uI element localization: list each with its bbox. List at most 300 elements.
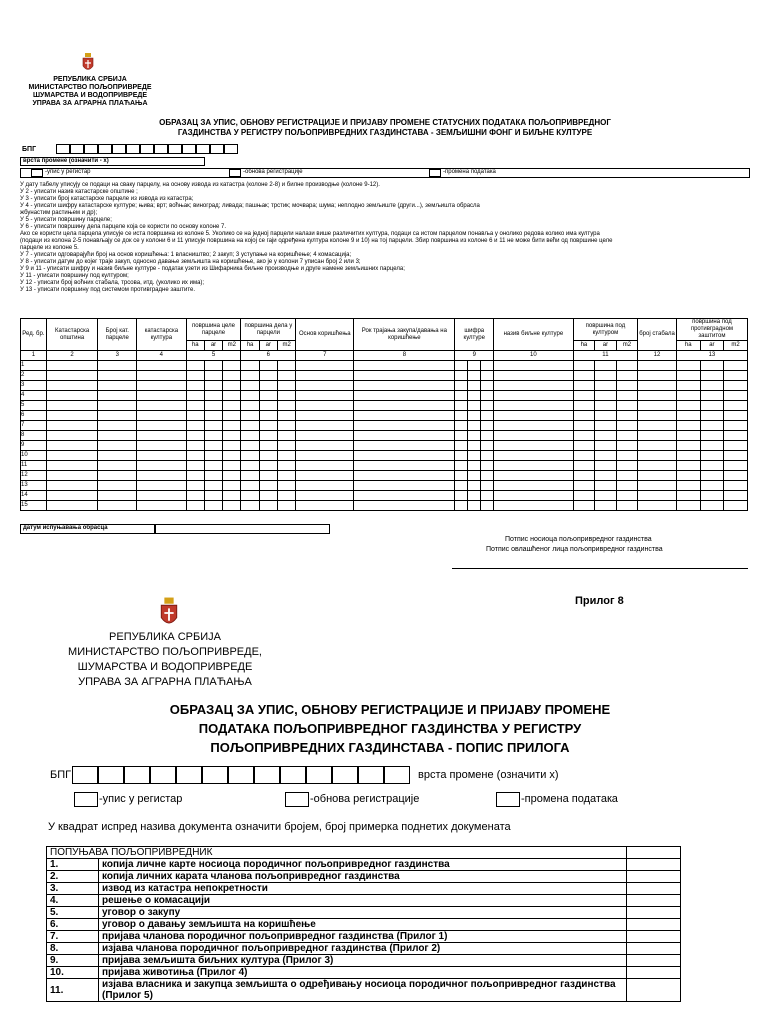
parcel-cell-input[interactable] bbox=[186, 411, 204, 421]
parcel-cell-input[interactable] bbox=[455, 391, 468, 401]
parcel-cell-input[interactable] bbox=[573, 481, 595, 491]
parcel-cell-input[interactable] bbox=[204, 361, 222, 371]
parcel-cell-input[interactable] bbox=[494, 501, 574, 511]
parcel-cell-input[interactable] bbox=[46, 441, 98, 451]
item-count-input[interactable] bbox=[627, 859, 681, 871]
parcel-cell-input[interactable] bbox=[595, 481, 617, 491]
parcel-cell-input[interactable] bbox=[616, 431, 638, 441]
parcel-cell-input[interactable] bbox=[46, 371, 98, 381]
parcel-cell-input[interactable] bbox=[259, 371, 277, 381]
parcel-cell-input[interactable] bbox=[296, 401, 354, 411]
parcel-cell-input[interactable] bbox=[638, 441, 677, 451]
parcel-cell-input[interactable] bbox=[204, 481, 222, 491]
parcel-cell-input[interactable] bbox=[494, 401, 574, 411]
parcel-cell-input[interactable] bbox=[494, 391, 574, 401]
parcel-cell-input[interactable] bbox=[277, 421, 295, 431]
change-checkbox[interactable] bbox=[429, 169, 441, 177]
parcel-cell-input[interactable] bbox=[46, 361, 98, 371]
parcel-cell-input[interactable] bbox=[223, 441, 241, 451]
parcel-cell-input[interactable] bbox=[676, 471, 700, 481]
parcel-cell-input[interactable] bbox=[46, 431, 98, 441]
parcel-cell-input[interactable] bbox=[186, 451, 204, 461]
parcel-cell-input[interactable] bbox=[468, 481, 481, 491]
parcel-cell-input[interactable] bbox=[259, 441, 277, 451]
parcel-cell-input[interactable] bbox=[98, 451, 137, 461]
parcel-cell-input[interactable] bbox=[277, 361, 295, 371]
parcel-cell-input[interactable] bbox=[98, 361, 137, 371]
parcel-cell-input[interactable] bbox=[595, 461, 617, 471]
parcel-cell-input[interactable] bbox=[468, 451, 481, 461]
parcel-cell-input[interactable] bbox=[241, 481, 259, 491]
parcel-cell-input[interactable] bbox=[137, 371, 186, 381]
parcel-cell-input[interactable] bbox=[595, 421, 617, 431]
parcel-cell-input[interactable] bbox=[186, 421, 204, 431]
parcel-cell-input[interactable] bbox=[573, 421, 595, 431]
parcel-cell-input[interactable] bbox=[98, 471, 137, 481]
parcel-cell-input[interactable] bbox=[676, 431, 700, 441]
parcel-cell-input[interactable] bbox=[241, 371, 259, 381]
parcel-cell-input[interactable] bbox=[186, 441, 204, 451]
parcel-cell-input[interactable] bbox=[98, 481, 137, 491]
parcel-cell-input[interactable] bbox=[481, 361, 494, 371]
parcel-cell-input[interactable] bbox=[724, 381, 748, 391]
parcel-cell-input[interactable] bbox=[616, 421, 638, 431]
parcel-cell-input[interactable] bbox=[676, 401, 700, 411]
parcel-cell-input[interactable] bbox=[724, 431, 748, 441]
parcel-cell-input[interactable] bbox=[638, 421, 677, 431]
parcel-cell-input[interactable] bbox=[700, 471, 724, 481]
parcel-cell-input[interactable] bbox=[98, 491, 137, 501]
parcel-cell-input[interactable] bbox=[638, 391, 677, 401]
parcel-cell-input[interactable] bbox=[259, 401, 277, 411]
parcel-cell-input[interactable] bbox=[700, 401, 724, 411]
parcel-cell-input[interactable] bbox=[700, 441, 724, 451]
parcel-cell-input[interactable] bbox=[573, 381, 595, 391]
parcel-cell-input[interactable] bbox=[595, 501, 617, 511]
parcel-cell-input[interactable] bbox=[494, 421, 574, 431]
parcel-cell-input[interactable] bbox=[296, 421, 354, 431]
parcel-cell-input[interactable] bbox=[595, 371, 617, 381]
parcel-cell-input[interactable] bbox=[204, 501, 222, 511]
change-checkbox[interactable] bbox=[496, 792, 520, 807]
parcel-cell-input[interactable] bbox=[223, 381, 241, 391]
parcel-cell-input[interactable] bbox=[724, 451, 748, 461]
parcel-cell-input[interactable] bbox=[98, 371, 137, 381]
parcel-cell-input[interactable] bbox=[638, 491, 677, 501]
parcel-cell-input[interactable] bbox=[468, 391, 481, 401]
parcel-cell-input[interactable] bbox=[638, 411, 677, 421]
parcel-cell-input[interactable] bbox=[241, 401, 259, 411]
parcel-cell-input[interactable] bbox=[700, 381, 724, 391]
parcel-cell-input[interactable] bbox=[455, 441, 468, 451]
item-count-input[interactable] bbox=[627, 907, 681, 919]
parcel-cell-input[interactable] bbox=[354, 361, 455, 371]
parcel-cell-input[interactable] bbox=[46, 461, 98, 471]
parcel-cell-input[interactable] bbox=[468, 441, 481, 451]
parcel-cell-input[interactable] bbox=[481, 401, 494, 411]
parcel-cell-input[interactable] bbox=[676, 411, 700, 421]
parcel-cell-input[interactable] bbox=[241, 411, 259, 421]
parcel-cell-input[interactable] bbox=[676, 451, 700, 461]
parcel-cell-input[interactable] bbox=[573, 451, 595, 461]
parcel-cell-input[interactable] bbox=[724, 441, 748, 451]
parcel-cell-input[interactable] bbox=[724, 371, 748, 381]
parcel-cell-input[interactable] bbox=[277, 491, 295, 501]
parcel-cell-input[interactable] bbox=[724, 491, 748, 501]
parcel-cell-input[interactable] bbox=[481, 381, 494, 391]
parcel-cell-input[interactable] bbox=[296, 391, 354, 401]
parcel-cell-input[interactable] bbox=[724, 421, 748, 431]
parcel-cell-input[interactable] bbox=[481, 431, 494, 441]
parcel-cell-input[interactable] bbox=[481, 501, 494, 511]
parcel-cell-input[interactable] bbox=[241, 501, 259, 511]
parcel-cell-input[interactable] bbox=[468, 381, 481, 391]
parcel-cell-input[interactable] bbox=[573, 501, 595, 511]
item-count-input[interactable] bbox=[627, 871, 681, 883]
parcel-cell-input[interactable] bbox=[296, 411, 354, 421]
parcel-cell-input[interactable] bbox=[481, 411, 494, 421]
item-count-input[interactable] bbox=[627, 895, 681, 907]
parcel-cell-input[interactable] bbox=[186, 391, 204, 401]
item-count-input[interactable] bbox=[627, 931, 681, 943]
parcel-cell-input[interactable] bbox=[137, 461, 186, 471]
parcel-cell-input[interactable] bbox=[223, 471, 241, 481]
parcel-cell-input[interactable] bbox=[204, 371, 222, 381]
parcel-cell-input[interactable] bbox=[616, 381, 638, 391]
parcel-cell-input[interactable] bbox=[277, 411, 295, 421]
parcel-cell-input[interactable] bbox=[277, 481, 295, 491]
parcel-cell-input[interactable] bbox=[137, 481, 186, 491]
parcel-cell-input[interactable] bbox=[494, 371, 574, 381]
parcel-cell-input[interactable] bbox=[676, 371, 700, 381]
parcel-cell-input[interactable] bbox=[186, 491, 204, 501]
parcel-cell-input[interactable] bbox=[354, 481, 455, 491]
parcel-cell-input[interactable] bbox=[494, 481, 574, 491]
parcel-cell-input[interactable] bbox=[616, 501, 638, 511]
parcel-cell-input[interactable] bbox=[204, 401, 222, 411]
parcel-cell-input[interactable] bbox=[468, 431, 481, 441]
parcel-cell-input[interactable] bbox=[186, 401, 204, 411]
parcel-cell-input[interactable] bbox=[241, 421, 259, 431]
parcel-cell-input[interactable] bbox=[296, 441, 354, 451]
parcel-cell-input[interactable] bbox=[700, 371, 724, 381]
parcel-cell-input[interactable] bbox=[354, 371, 455, 381]
parcel-cell-input[interactable] bbox=[481, 391, 494, 401]
parcel-cell-input[interactable] bbox=[137, 501, 186, 511]
parcel-cell-input[interactable] bbox=[46, 421, 98, 431]
parcel-cell-input[interactable] bbox=[455, 501, 468, 511]
parcel-cell-input[interactable] bbox=[204, 441, 222, 451]
parcel-cell-input[interactable] bbox=[724, 401, 748, 411]
item-count-input[interactable] bbox=[627, 967, 681, 979]
parcel-cell-input[interactable] bbox=[573, 391, 595, 401]
parcel-cell-input[interactable] bbox=[259, 471, 277, 481]
parcel-cell-input[interactable] bbox=[241, 361, 259, 371]
parcel-cell-input[interactable] bbox=[638, 451, 677, 461]
item-count-input[interactable] bbox=[627, 919, 681, 931]
parcel-cell-input[interactable] bbox=[241, 491, 259, 501]
parcel-cell-input[interactable] bbox=[481, 451, 494, 461]
renewal-checkbox[interactable] bbox=[285, 792, 309, 807]
parcel-cell-input[interactable] bbox=[204, 431, 222, 441]
parcel-cell-input[interactable] bbox=[354, 401, 455, 411]
parcel-cell-input[interactable] bbox=[223, 361, 241, 371]
parcel-cell-input[interactable] bbox=[137, 401, 186, 411]
parcel-cell-input[interactable] bbox=[241, 391, 259, 401]
parcel-cell-input[interactable] bbox=[223, 481, 241, 491]
parcel-cell-input[interactable] bbox=[595, 361, 617, 371]
parcel-cell-input[interactable] bbox=[46, 391, 98, 401]
parcel-cell-input[interactable] bbox=[277, 471, 295, 481]
parcel-cell-input[interactable] bbox=[494, 361, 574, 371]
parcel-cell-input[interactable] bbox=[46, 501, 98, 511]
parcel-cell-input[interactable] bbox=[354, 391, 455, 401]
parcel-cell-input[interactable] bbox=[700, 361, 724, 371]
parcel-cell-input[interactable] bbox=[204, 411, 222, 421]
parcel-cell-input[interactable] bbox=[46, 451, 98, 461]
register-checkbox[interactable] bbox=[74, 792, 98, 807]
parcel-cell-input[interactable] bbox=[595, 451, 617, 461]
parcel-cell-input[interactable] bbox=[223, 391, 241, 401]
parcel-cell-input[interactable] bbox=[46, 401, 98, 411]
parcel-cell-input[interactable] bbox=[296, 491, 354, 501]
parcel-cell-input[interactable] bbox=[296, 431, 354, 441]
parcel-cell-input[interactable] bbox=[137, 491, 186, 501]
bpg-input-boxes[interactable] bbox=[56, 144, 238, 154]
parcel-cell-input[interactable] bbox=[573, 411, 595, 421]
parcel-cell-input[interactable] bbox=[223, 371, 241, 381]
parcel-cell-input[interactable] bbox=[259, 461, 277, 471]
parcel-cell-input[interactable] bbox=[259, 481, 277, 491]
parcel-cell-input[interactable] bbox=[98, 381, 137, 391]
parcel-cell-input[interactable] bbox=[616, 401, 638, 411]
parcel-cell-input[interactable] bbox=[259, 361, 277, 371]
parcel-cell-input[interactable] bbox=[46, 471, 98, 481]
parcel-cell-input[interactable] bbox=[204, 451, 222, 461]
parcel-cell-input[interactable] bbox=[468, 401, 481, 411]
parcel-cell-input[interactable] bbox=[186, 381, 204, 391]
parcel-cell-input[interactable] bbox=[241, 461, 259, 471]
parcel-cell-input[interactable] bbox=[296, 361, 354, 371]
item-count-input[interactable] bbox=[627, 979, 681, 1002]
parcel-cell-input[interactable] bbox=[223, 401, 241, 411]
parcel-cell-input[interactable] bbox=[455, 401, 468, 411]
parcel-cell-input[interactable] bbox=[455, 411, 468, 421]
parcel-cell-input[interactable] bbox=[137, 431, 186, 441]
parcel-cell-input[interactable] bbox=[638, 481, 677, 491]
parcel-cell-input[interactable] bbox=[455, 481, 468, 491]
parcel-cell-input[interactable] bbox=[724, 481, 748, 491]
parcel-cell-input[interactable] bbox=[676, 501, 700, 511]
parcel-cell-input[interactable] bbox=[724, 471, 748, 481]
parcel-cell-input[interactable] bbox=[455, 451, 468, 461]
parcel-cell-input[interactable] bbox=[494, 461, 574, 471]
parcel-cell-input[interactable] bbox=[595, 401, 617, 411]
parcel-cell-input[interactable] bbox=[724, 361, 748, 371]
parcel-cell-input[interactable] bbox=[700, 451, 724, 461]
parcel-cell-input[interactable] bbox=[481, 491, 494, 501]
parcel-cell-input[interactable] bbox=[595, 431, 617, 441]
parcel-cell-input[interactable] bbox=[481, 421, 494, 431]
parcel-cell-input[interactable] bbox=[137, 361, 186, 371]
parcel-cell-input[interactable] bbox=[573, 371, 595, 381]
item-count-input[interactable] bbox=[627, 955, 681, 967]
parcel-cell-input[interactable] bbox=[481, 371, 494, 381]
parcel-cell-input[interactable] bbox=[700, 501, 724, 511]
signature-line[interactable] bbox=[452, 568, 748, 569]
parcel-cell-input[interactable] bbox=[638, 361, 677, 371]
parcel-cell-input[interactable] bbox=[354, 461, 455, 471]
parcel-cell-input[interactable] bbox=[595, 471, 617, 481]
parcel-cell-input[interactable] bbox=[186, 481, 204, 491]
parcel-cell-input[interactable] bbox=[277, 461, 295, 471]
parcel-cell-input[interactable] bbox=[573, 361, 595, 371]
parcel-cell-input[interactable] bbox=[223, 451, 241, 461]
parcel-cell-input[interactable] bbox=[676, 481, 700, 491]
parcel-cell-input[interactable] bbox=[676, 421, 700, 431]
parcel-cell-input[interactable] bbox=[277, 441, 295, 451]
parcel-cell-input[interactable] bbox=[494, 411, 574, 421]
parcel-cell-input[interactable] bbox=[700, 481, 724, 491]
parcel-cell-input[interactable] bbox=[638, 401, 677, 411]
parcel-cell-input[interactable] bbox=[468, 421, 481, 431]
parcel-cell-input[interactable] bbox=[481, 471, 494, 481]
parcel-cell-input[interactable] bbox=[277, 391, 295, 401]
parcel-cell-input[interactable] bbox=[259, 451, 277, 461]
parcel-cell-input[interactable] bbox=[595, 441, 617, 451]
parcel-cell-input[interactable] bbox=[204, 421, 222, 431]
parcel-cell-input[interactable] bbox=[137, 441, 186, 451]
parcel-cell-input[interactable] bbox=[573, 491, 595, 501]
parcel-cell-input[interactable] bbox=[676, 361, 700, 371]
parcel-cell-input[interactable] bbox=[296, 501, 354, 511]
parcel-cell-input[interactable] bbox=[186, 361, 204, 371]
parcel-cell-input[interactable] bbox=[137, 421, 186, 431]
parcel-cell-input[interactable] bbox=[595, 491, 617, 501]
parcel-cell-input[interactable] bbox=[204, 391, 222, 401]
parcel-cell-input[interactable] bbox=[494, 431, 574, 441]
parcel-cell-input[interactable] bbox=[137, 471, 186, 481]
parcel-cell-input[interactable] bbox=[494, 491, 574, 501]
parcel-cell-input[interactable] bbox=[724, 391, 748, 401]
parcel-cell-input[interactable] bbox=[46, 381, 98, 391]
parcel-cell-input[interactable] bbox=[137, 381, 186, 391]
parcel-cell-input[interactable] bbox=[204, 461, 222, 471]
parcel-cell-input[interactable] bbox=[573, 461, 595, 471]
parcel-cell-input[interactable] bbox=[481, 441, 494, 451]
parcel-cell-input[interactable] bbox=[481, 461, 494, 471]
parcel-cell-input[interactable] bbox=[638, 471, 677, 481]
parcel-cell-input[interactable] bbox=[98, 431, 137, 441]
parcel-cell-input[interactable] bbox=[638, 431, 677, 441]
parcel-cell-input[interactable] bbox=[616, 441, 638, 451]
parcel-cell-input[interactable] bbox=[277, 451, 295, 461]
parcel-cell-input[interactable] bbox=[494, 471, 574, 481]
parcel-cell-input[interactable] bbox=[98, 401, 137, 411]
parcel-cell-input[interactable] bbox=[98, 461, 137, 471]
parcel-cell-input[interactable] bbox=[354, 411, 455, 421]
parcel-cell-input[interactable] bbox=[700, 461, 724, 471]
parcel-cell-input[interactable] bbox=[468, 471, 481, 481]
parcel-cell-input[interactable] bbox=[98, 421, 137, 431]
parcel-cell-input[interactable] bbox=[46, 481, 98, 491]
parcel-cell-input[interactable] bbox=[700, 411, 724, 421]
parcel-cell-input[interactable] bbox=[223, 411, 241, 421]
parcel-cell-input[interactable] bbox=[494, 451, 574, 461]
parcel-cell-input[interactable] bbox=[296, 471, 354, 481]
parcel-cell-input[interactable] bbox=[223, 431, 241, 441]
parcel-cell-input[interactable] bbox=[296, 461, 354, 471]
parcel-cell-input[interactable] bbox=[573, 401, 595, 411]
parcel-cell-input[interactable] bbox=[676, 391, 700, 401]
parcel-cell-input[interactable] bbox=[455, 491, 468, 501]
parcel-cell-input[interactable] bbox=[700, 431, 724, 441]
parcel-cell-input[interactable] bbox=[186, 501, 204, 511]
fill-date-input[interactable] bbox=[155, 524, 330, 534]
parcel-cell-input[interactable] bbox=[354, 441, 455, 451]
parcel-cell-input[interactable] bbox=[616, 461, 638, 471]
parcel-cell-input[interactable] bbox=[204, 381, 222, 391]
parcel-cell-input[interactable] bbox=[277, 371, 295, 381]
parcel-cell-input[interactable] bbox=[494, 381, 574, 391]
parcel-cell-input[interactable] bbox=[494, 441, 574, 451]
parcel-cell-input[interactable] bbox=[223, 461, 241, 471]
parcel-cell-input[interactable] bbox=[616, 361, 638, 371]
parcel-cell-input[interactable] bbox=[259, 421, 277, 431]
parcel-cell-input[interactable] bbox=[455, 461, 468, 471]
parcel-cell-input[interactable] bbox=[354, 451, 455, 461]
parcel-cell-input[interactable] bbox=[46, 411, 98, 421]
parcel-cell-input[interactable] bbox=[354, 381, 455, 391]
parcel-cell-input[interactable] bbox=[259, 491, 277, 501]
parcel-cell-input[interactable] bbox=[241, 441, 259, 451]
parcel-cell-input[interactable] bbox=[186, 431, 204, 441]
parcel-cell-input[interactable] bbox=[98, 391, 137, 401]
parcel-cell-input[interactable] bbox=[277, 431, 295, 441]
parcel-cell-input[interactable] bbox=[616, 481, 638, 491]
parcel-cell-input[interactable] bbox=[455, 371, 468, 381]
parcel-cell-input[interactable] bbox=[354, 491, 455, 501]
item-count-input[interactable] bbox=[627, 883, 681, 895]
parcel-cell-input[interactable] bbox=[700, 391, 724, 401]
parcel-cell-input[interactable] bbox=[573, 471, 595, 481]
parcel-cell-input[interactable] bbox=[223, 491, 241, 501]
parcel-cell-input[interactable] bbox=[455, 381, 468, 391]
register-checkbox[interactable] bbox=[31, 169, 43, 177]
parcel-cell-input[interactable] bbox=[277, 501, 295, 511]
parcel-cell-input[interactable] bbox=[354, 431, 455, 441]
parcel-cell-input[interactable] bbox=[223, 501, 241, 511]
parcel-cell-input[interactable] bbox=[700, 491, 724, 501]
parcel-cell-input[interactable] bbox=[98, 411, 137, 421]
parcel-cell-input[interactable] bbox=[259, 381, 277, 391]
parcel-cell-input[interactable] bbox=[223, 421, 241, 431]
parcel-cell-input[interactable] bbox=[616, 471, 638, 481]
parcel-cell-input[interactable] bbox=[204, 491, 222, 501]
parcel-cell-input[interactable] bbox=[676, 441, 700, 451]
parcel-cell-input[interactable] bbox=[616, 451, 638, 461]
renewal-checkbox[interactable] bbox=[229, 169, 241, 177]
parcel-cell-input[interactable] bbox=[354, 501, 455, 511]
parcel-cell-input[interactable] bbox=[186, 461, 204, 471]
parcel-cell-input[interactable] bbox=[137, 411, 186, 421]
parcel-cell-input[interactable] bbox=[595, 391, 617, 401]
parcel-cell-input[interactable] bbox=[455, 421, 468, 431]
parcel-cell-input[interactable] bbox=[468, 411, 481, 421]
parcel-cell-input[interactable] bbox=[481, 481, 494, 491]
parcel-cell-input[interactable] bbox=[468, 501, 481, 511]
parcel-cell-input[interactable] bbox=[186, 471, 204, 481]
